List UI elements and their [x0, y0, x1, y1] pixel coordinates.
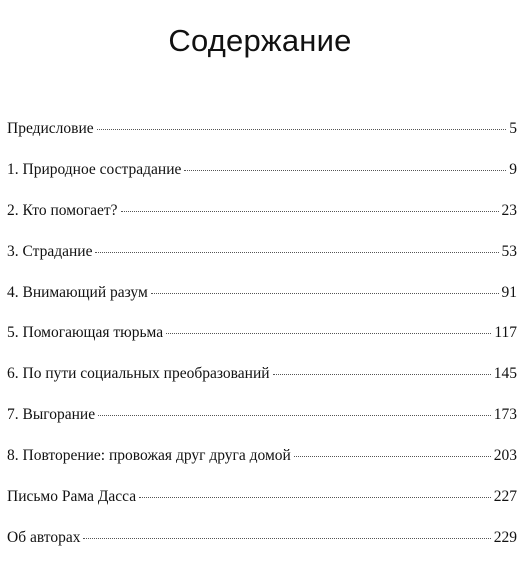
toc-page-number: 229 [493, 528, 517, 546]
toc-entry-title: Предисловие [7, 120, 94, 137]
dot-leader [98, 415, 491, 416]
toc-entry [7, 445, 517, 486]
toc-page-number: 53 [501, 242, 517, 260]
toc-page-number: 9 [509, 160, 517, 178]
toc-entry [7, 200, 517, 241]
dot-leader [166, 333, 491, 334]
toc-entry-title: 6. По пути социальных преобразований [7, 365, 270, 383]
page-title: Содержание [168, 22, 352, 58]
toc-entry [7, 118, 517, 159]
toc-page-number: 91 [501, 283, 517, 301]
toc-entry-title: 1. Природное сострадание [7, 160, 182, 178]
toc-entry-title: 7. Выгорание [7, 406, 96, 424]
toc-entry-title: 2. Кто помогает? [7, 201, 118, 219]
dot-leader [151, 293, 499, 294]
toc-entry [7, 241, 517, 282]
toc-page-number: 203 [493, 447, 517, 465]
toc-page-number: 173 [493, 406, 517, 424]
toc-entry [7, 159, 517, 200]
toc-page-number: 145 [493, 365, 517, 383]
toc-entry [7, 282, 517, 323]
toc-page-number: 23 [501, 201, 517, 219]
toc-page-number: 227 [493, 488, 517, 506]
dot-leader [97, 129, 507, 130]
dot-leader [139, 497, 491, 498]
toc-entry [7, 527, 517, 568]
toc-entry-title: Об авторах [7, 528, 81, 546]
toc-entry [7, 486, 517, 527]
dot-leader [294, 456, 491, 457]
toc-entry-title: 8. Повторение: провожая друг друга домой [7, 447, 291, 465]
dot-leader [95, 252, 498, 253]
toc-page-number: 5 [509, 120, 517, 137]
toc-entry-title: 3. Страдание [7, 242, 93, 260]
toc-page-number: 117 [494, 324, 517, 342]
table-of-contents [7, 118, 517, 568]
toc-entry [7, 322, 517, 363]
toc-entry-title: 5. Помогающая тюрьма [7, 324, 164, 342]
dot-leader [83, 538, 490, 539]
dot-leader [273, 374, 491, 375]
toc-entry-title: 4. Внимающий разум [7, 283, 148, 301]
dot-leader [184, 170, 506, 171]
toc-entry [7, 404, 517, 445]
toc-entry-title: Письмо Рама Дасса [7, 488, 137, 506]
dot-leader [121, 211, 499, 212]
toc-entry [7, 363, 517, 404]
